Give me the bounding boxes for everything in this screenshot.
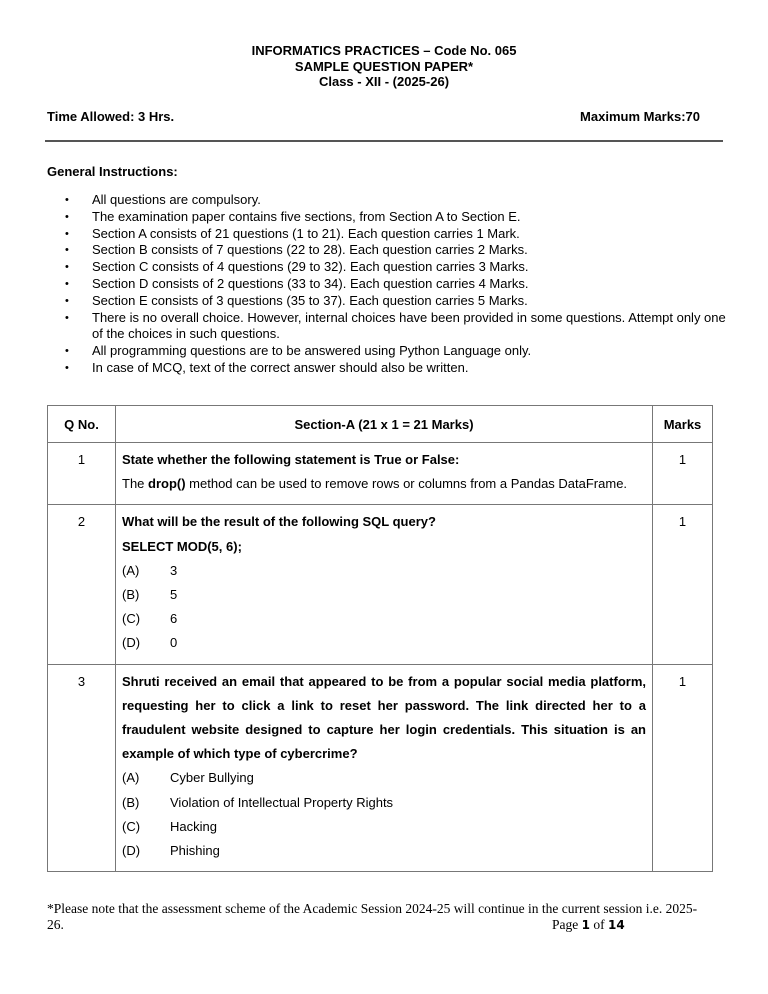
bullet-icon: • xyxy=(65,345,69,358)
bullet-icon: • xyxy=(65,194,69,206)
bullet-icon: • xyxy=(65,277,69,290)
header-marks: Marks xyxy=(653,406,713,443)
footer-note: *Please note that the assessment scheme of the Academic Session 2024-25 will continue in the current session i.e. 2025-26. xyxy=(47,901,698,932)
instruction-item: • All questions are compulsory. xyxy=(65,192,261,207)
bullet-icon: • xyxy=(65,210,69,223)
question-marks: 1 xyxy=(653,443,713,505)
bullet-icon: • xyxy=(65,244,69,257)
bullet-icon: • xyxy=(65,294,69,307)
table-row xyxy=(48,443,713,505)
page-number: Page 1 of 14 xyxy=(552,917,625,932)
paper-header xyxy=(0,43,768,90)
instruction-item: • The examination paper contains five sections, from Section A to Section E. xyxy=(65,208,521,224)
option-a: (A) 3 xyxy=(122,562,178,578)
option-d: (D) Phishing xyxy=(122,843,220,859)
instruction-item: • There is no overall choice. However, internal choices have been provided in some questions. Attempt only one of the choices in such questions. xyxy=(65,309,726,342)
table-row xyxy=(48,505,713,664)
header-divider xyxy=(45,140,723,142)
time-allowed: Time Allowed: 3 Hrs. xyxy=(47,109,175,124)
code-term: drop() xyxy=(148,476,186,492)
table-row xyxy=(48,664,713,872)
header-qno: Q No. xyxy=(48,406,116,443)
questions-table xyxy=(47,405,713,872)
instruction-item: • In case of MCQ, text of the correct answer should also be written. xyxy=(65,359,469,375)
option-c: (C) 6 xyxy=(122,611,178,627)
question-body xyxy=(116,505,653,664)
question-statement: The drop() method can be used to remove rows or columns from a Pandas DataFrame. xyxy=(122,476,628,492)
meta-row xyxy=(47,109,700,124)
option-c: (C) Hacking xyxy=(122,818,217,834)
option-b: (B) Violation of Intellectual Property Rights xyxy=(122,794,394,810)
question-body xyxy=(116,443,653,505)
maximum-marks: Maximum Marks:70 xyxy=(580,109,700,124)
option-d: (D) 0 xyxy=(122,635,178,651)
paper-title: INFORMATICS PRACTICES – Code No. 065 xyxy=(251,43,517,58)
question-prompt: Shruti received an email that appeared to be from a popular social media platform, requesting her to click a link to reset her password. The link directed her to a fraudulent website designed to capture her login credentials. This situation is an example of which type of cybercrime? xyxy=(122,673,646,762)
instructions-title: General Instructions: xyxy=(47,164,178,179)
table-header-row xyxy=(48,406,713,443)
instruction-item: • All programming questions are to be answered using Python Language only. xyxy=(65,343,532,359)
paper-subtitle: SAMPLE QUESTION PAPER* xyxy=(294,58,474,74)
header-section: Section-A (21 x 1 = 21 Marks) xyxy=(116,406,653,443)
bullet-icon: • xyxy=(65,361,69,374)
instructions-list xyxy=(47,192,737,377)
class-line: Class - XII - (2025-26) xyxy=(318,74,450,89)
option-a: (A) Cyber Bullying xyxy=(122,770,254,786)
question-number: 3 xyxy=(48,664,116,872)
question-prompt: What will be the result of the following SQL query? xyxy=(122,514,436,530)
bullet-icon: • xyxy=(65,227,69,240)
sql-code: SELECT MOD(5, 6); xyxy=(122,538,242,554)
instruction-item: • Section A consists of 21 questions (1 to 21). Each question carries 1 Mark. xyxy=(65,225,520,241)
question-marks: 1 xyxy=(653,505,713,664)
bullet-icon: • xyxy=(65,311,69,324)
question-body xyxy=(116,664,653,872)
instruction-item: • Section B consists of 7 questions (22 to 28). Each question carries 2 Marks. xyxy=(65,242,528,258)
instruction-item: • Section D consists of 2 questions (33 to 34). Each question carries 4 Marks. xyxy=(65,275,529,291)
question-number: 2 xyxy=(48,505,116,664)
instruction-item: • Section C consists of 4 questions (29 to 32). Each question carries 3 Marks. xyxy=(65,259,529,275)
page-footer xyxy=(47,901,707,933)
question-number: 1 xyxy=(48,443,116,505)
instruction-item: • Section E consists of 3 questions (35 to 37). Each question carries 5 Marks. xyxy=(65,292,528,308)
option-b: (B) 5 xyxy=(122,587,178,603)
question-marks: 1 xyxy=(653,664,713,872)
bullet-icon: • xyxy=(65,261,69,274)
question-prompt: State whether the following statement is True or False: xyxy=(122,452,460,467)
